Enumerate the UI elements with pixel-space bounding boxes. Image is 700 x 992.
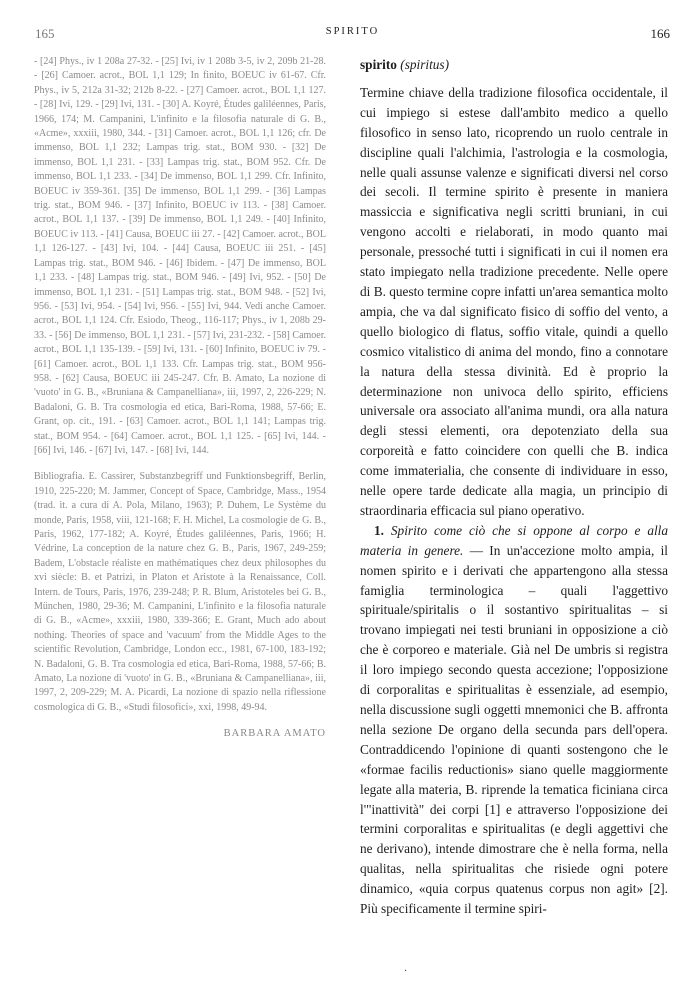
entry-column xyxy=(360,55,668,919)
entry-headword: spirito xyxy=(360,57,397,72)
running-header xyxy=(35,26,670,46)
section-title: Spirito come ciò che si oppone al corpo e alla materia in genere. xyxy=(360,522,669,558)
entry-intro-paragraph: Termine chiave della tradizione filosofica occidentale, il cui impiego si estese dall'ambito medico a quello filosofico in senso lato, ricoprendo un ruolo centrale in discipline quali l'alchimia, l'astrologia e la cosmologia, nelle quali assunse valenze e significati diversi nel corso dei secoli. Il termine spirito è presente in maniera massiccia e significativa negli scritti bruniani, in cui vengono accolti e rielaborati, in modo quanto mai personale, pressoché tutti i significati in cui il nomen era stato impiegato nella tradizione precedente. Nelle opere di B. questo termine copre infatti un'area semantica molto ampia, che va dal significato fisico di soffio del vento, a quello biologico di flatus, soffio vitale, quindi a quello cosmico vitalistico di anima del mondo, fino a connotare la natura della stessa divinità. Ed è proprio la determinazione non univoca dello spirito, efficiens universale ora associato all'anima mundi, ora alla natura degli stessi elementi, ora depotenziato della sua corporeità e fatto coincidere con quelli che B. indica come immaterialia, che consente di individuare in esso, nelle opere tarde dedicate alla magia, un principio di straordinaria efficacia sul piano operativo. xyxy=(360,84,668,518)
page-mark: · xyxy=(404,966,408,977)
bibliography: Bibliografia. E. Cassirer, Substanzbegriff und Funktionsbegriff, Berlin, 1910, 225-220; M. Jammer, Concept of Space, Cambridge, Mass., 1954 (trad. it. a cura di A. Pola, Milano, 1963); P. Duhem, Le Système du monde, Paris, 1958, viii, 121-168; F. H. Michel, La cosmologie de G. B., Paris, 1962, 177-182; A. Koyré, Études galiléennes, Paris, 1966; H. Védrine, La conception de la nature chez G. B., Paris, 1967, 249-259; Badem, L'obstacle réaliste en mathématiques chez deux philosophes du xvi siècle: B. et Patrizi, in Platon et Aristote à la Renaissance, Coll. Intern. de Tours, Paris, 1976, 239-248; P. R. Blum, Aristoteles bei G. B., München, 1980, 29-36; M. Campanini, L'infinito e la filosofia naturale di G. B., «Acme», xxxiii, 1980, 339-366; E. Grant, Much ado about nothing. Theories of space and 'vacuum' from the Middle Ages to the scientific Revolution, Cambridge, London ecc., 1981, 67-100, 183-192; N. Badaloni, G. B. Tra cosmologia ed etica, Bari-Roma, 1988, 57-66; B. Amato, La nozione di 'vuoto' in G. B., «Bruniana & Campanelliana», iii, 1997, 2, 209-229; M. A. Picardi, La nozione di spazio nella riflessione cosmologica di G. B., «Studi filosofici», xxi, 1998, 49-94. xyxy=(34,471,326,713)
section-paragraph xyxy=(360,521,668,919)
footnotes: - [24] Phys., iv 1 208a 27-32. - [25] Ivi, iv 1 208b 3-5, iv 2, 209b 21-28. - [26] Camoer. acrot., BOL 1,1 129; In finito, BOEUC iv 61-67. Cfr. Phys., iv 5, 212a 31-32; 212b 8-22. - [27] Camoer. acrot., BOL 1,1 127. - [28] Ivi, 129. - [29] Ivi, 131. - [30] A. Koyré, Études galiléennes, Paris, 1966, 174; M. Campanini, L'infinito e la filosofia naturale di G. B., «Acme», xxxiii, 1980, 344. - [31] Camoer. acrot., BOL 1,1 126; cfr. De immenso, BOL 1,1 232; Lampas trig. stat., BOM 930. - [32] De immenso, BOL 1,1 231. - [33] Lampas trig. stat., BOM 952. Cfr. De immenso, BOL 1,1 233. - [34] De immenso, BOL 1,1 299. Cfr. Infinito, BOEUC iv 359-361. [35] De immenso, BOL 1,1 299. - [36] Lampas trig. stat., BOM 946. - [37] Infinito, BOEUC iv 113. - [38] Camoer. acrot., BOL 1,1 137. - [39] De immenso, BOL 1,1 249. - [40] Infinito, BOEUC iv 113. - [41] Causa, BOEUC iii 27. - [42] Camoer. acrot., BOL 1,1 126-127. - [43] Ivi, 104. - [44] Causa, BOEUC iii 251. - [45] Lampas trig. stat., BOM 946. - [46] Ibidem. - [47] De immenso, BOL 1,1 233. - [48] Lampas trig. stat., BOM 946. - [49] Ivi, 952. - [50] De immenso, BOL 1,1 231. - [51] Lampas trig. stat., BOM 948. - [52] Ivi, 956. - [53] Ivi, 954. - [54] Ivi, 956. - [55] Ivi, 944. Vedi anche Camoer. acrot., BOL 1,1 124. Cfr. Esiodo, Theog., 116-117; Phys., iv 1, 208b 29-33. - [56] De immenso, BOL 1,1 231. - [57] Ivi, 231-232. - [58] Camoer. acrot., BOL 1,1 135-139. - [59] Ivi, 131. - [60] Infinito, BOEUC iv 79. - [61] Camoer. acrot., BOL 1,1 133. Cfr. Lampas trig. stat., BOM 956-958. - [62] Causa, BOEUC iii 245-247. Cfr. B. Amato, La nozione di 'vuoto' in G. B., «Bruniana & Campanelliana», iii, 1997, 2, 226-229; N. Badaloni, G. B. Tra cosmologia ed etica, Bari-Roma, 1988, 57-66; E. Grant, op. cit., 191. - [63] Camoer. acrot., BOL 1,1 141; Lampas trig. stat., BOM 954. - [64] Camoer. acrot., BOL 1,1 125. - [65] Ivi, 144. - [66] Ivi, 146. - [67] Ivi, 147. - [68] Ivi, 144. xyxy=(34,56,326,456)
author-signature: BARBARA AMATO xyxy=(223,728,326,740)
page-number-left: 165 xyxy=(35,26,55,41)
running-title: SPIRITO xyxy=(325,26,380,37)
section-body: — In un'accezione molto ampia, il nomen spirito e i derivati che appartengono alla stessa famiglia terminologica – quali l'aggettivo spirituale/spiritalis o il sostantivo spiritualitas – si trovano impiegati nei testi bruniani in opposizione a ciò che è corporeo e materiale. Già nel De umbris si registra il loro impiego secondo questa accezione; l'opposizione di corporalitas e spiritualitas è essenziale, ad esempio, nella discussione sugli oggetti mnemonici che B. affronta nella sezione De organo della secunda pars dell'opera. Contraddicendo l'opinione di quanti sostengono che le «formae facilis reductionis» siano quelle maggiormente legate alla materia, B. riprende la tematica ficiniana circa l'"inattività" dei corpi [1] e attraverso l'opposizione dei termini corporalitas e spiritualitas (e degli aggettivi che ne derivano), intende dimostrare che è nella forma, nella qualitas, nella spiritualitas che risiede ogni potere dinamico, «quia corpus quatenus corpus non agit» [2]. Più specificamente il termine spiri- xyxy=(360,542,668,917)
page-number-right: 166 xyxy=(650,26,670,41)
notes-column xyxy=(34,55,326,742)
entry-title xyxy=(360,55,668,75)
entry-latin-term: (spiritus) xyxy=(400,57,450,72)
section-number: 1. xyxy=(374,522,384,538)
